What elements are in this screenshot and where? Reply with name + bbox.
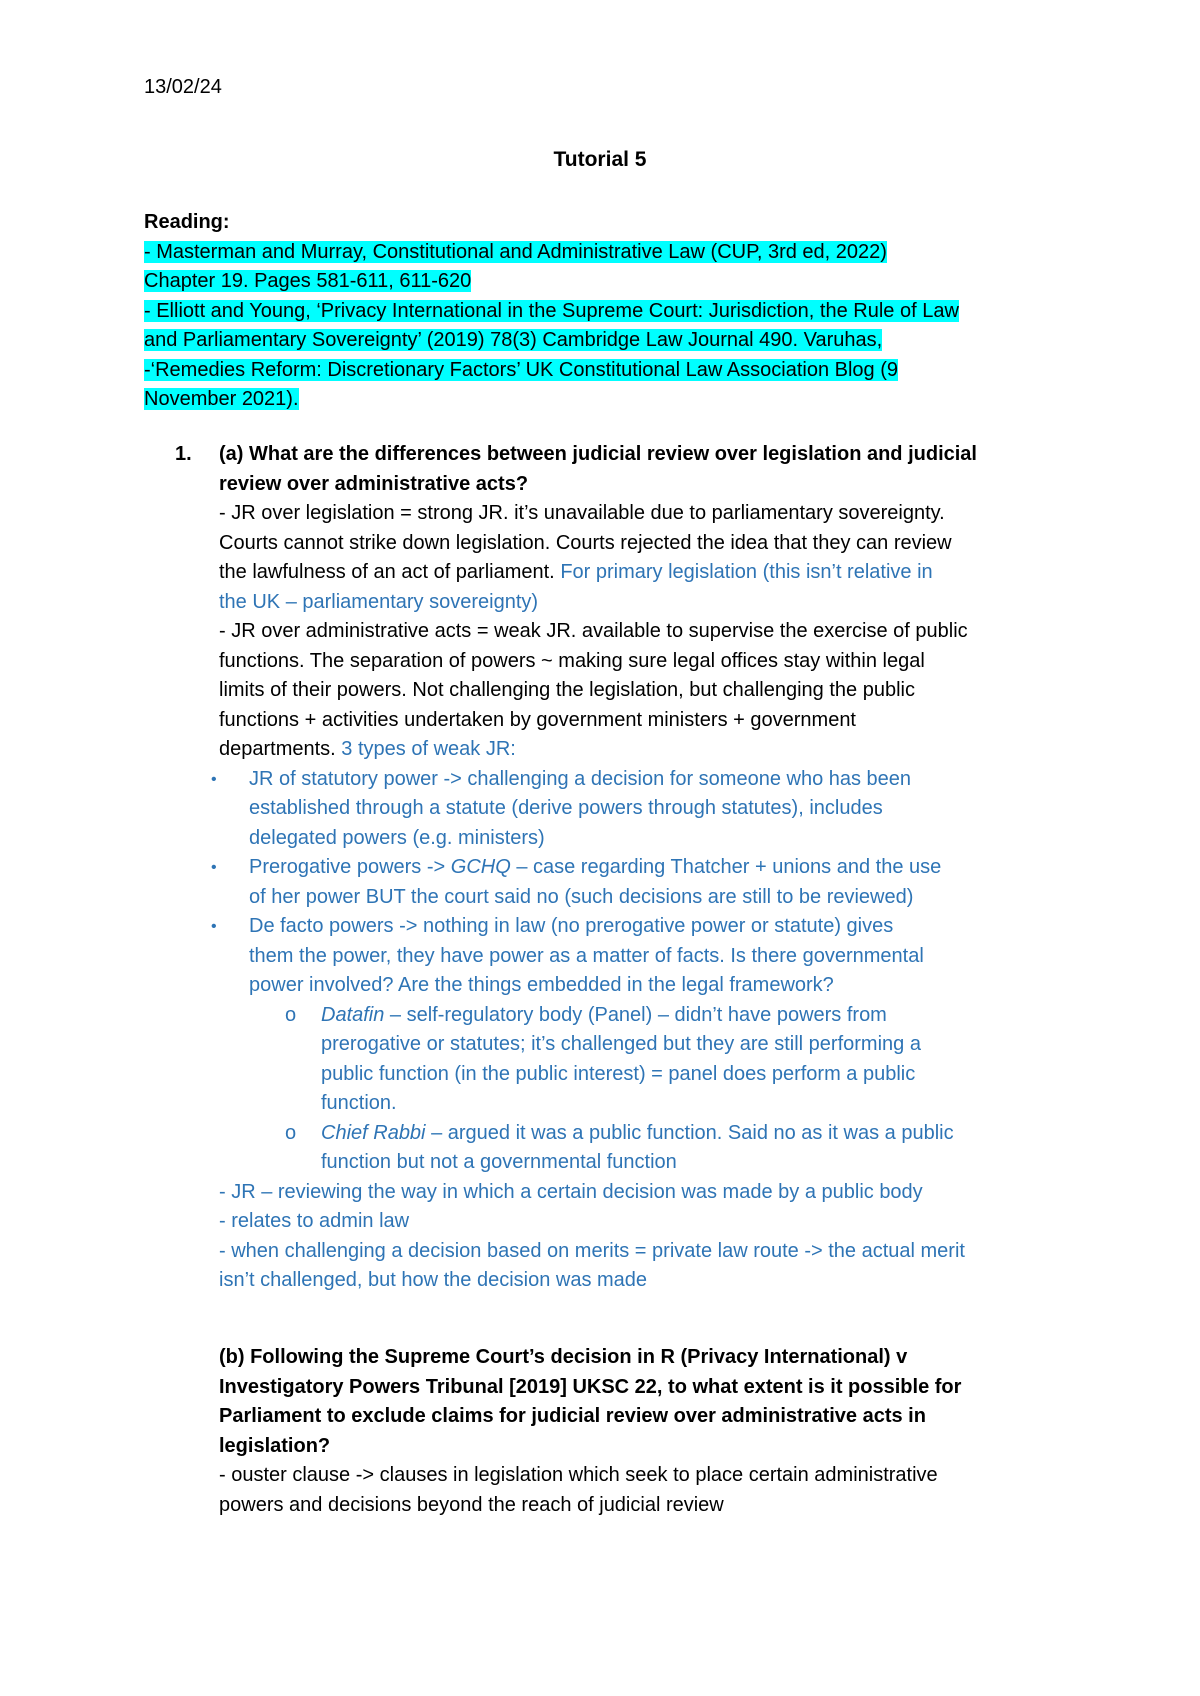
reading-line: Chapter 19. Pages 581-611, 611-620: [144, 270, 472, 292]
text-line: power involved? Are the things embedded in the legal framework?: [249, 974, 834, 996]
case-name: Datafin: [321, 1003, 385, 1026]
text-line: them the power, they have power as a matter of facts. Is there governmental: [249, 944, 924, 967]
paragraph-weak-jr: [219, 617, 1067, 765]
question-1b-heading: [219, 1343, 1069, 1461]
note-text: 3 types of weak JR:: [341, 738, 516, 760]
note-text: the UK – parliamentary sovereignty): [219, 590, 539, 613]
reading-line: - Elliott and Young, ‘Privacy International in the Supreme Court: Jurisdiction, the Rule of Law: [144, 299, 959, 322]
text-line: prerogative or statutes; it’s challenged but they are still performing a: [321, 1033, 921, 1055]
heading-line: (b) Following the Supreme Court’s decision in R (Privacy International) v: [219, 1346, 908, 1368]
case-name: GCHQ: [450, 856, 511, 878]
text-line: Courts cannot strike down legislation. Courts rejected the idea that they can review: [219, 531, 952, 554]
heading-line: review over administrative acts?: [219, 472, 529, 495]
bullet-icon: •: [211, 859, 217, 876]
question-1-body: [219, 440, 1067, 765]
text-line: established through a statute (derive powers through statutes), includes: [249, 797, 883, 819]
note-text: - JR – reviewing the way in which a certain decision was made by a public body: [219, 1180, 923, 1203]
note-text: For primary legislation (this isn’t relative in: [560, 561, 933, 583]
paragraph-ouster-clause: [219, 1461, 1069, 1520]
text-line: delegated powers (e.g. ministers): [249, 826, 545, 849]
heading-line: legislation?: [219, 1434, 331, 1457]
bullet-item: [177, 765, 1067, 854]
bullet-icon: •: [211, 918, 217, 935]
text-line: departments.: [219, 738, 342, 760]
text-line: - ouster clause -> clauses in legislation which seek to place certain administrative: [219, 1464, 938, 1486]
reading-line: -‘Remedies Reform: Discretionary Factors’ UK Constitutional Law Association Blog (9: [144, 358, 898, 381]
note-text: - when challenging a decision based on merits = private law route -> the actual merit: [219, 1239, 965, 1262]
text-line: JR of statutory power -> challenging a decision for someone who has been: [249, 767, 912, 790]
question-1b: [219, 1343, 1069, 1520]
text-line: powers and decisions beyond the reach of judicial review: [219, 1493, 724, 1516]
text-line: of her power BUT the court said no (such decisions are still to be reviewed): [249, 885, 914, 908]
sub-bullet-item: [177, 1001, 1067, 1119]
text-line: – self-regulatory body (Panel) – didn’t have powers from: [384, 1003, 887, 1026]
question-1a-heading: [219, 440, 1067, 499]
text-line: function but not a governmental function: [321, 1151, 677, 1173]
date: 13/02/24: [144, 76, 222, 98]
question-number: 1.: [175, 443, 192, 465]
note-text: isn’t challenged, but how the decision was made: [219, 1269, 648, 1291]
text-line: – argued it was a public function. Said no as it was a public: [425, 1121, 954, 1144]
reading-line: - Masterman and Murray, Constitutional and Administrative Law (CUP, 3rd ed, 2022): [144, 240, 887, 263]
text-line: functions + activities undertaken by government ministers + government: [219, 708, 856, 731]
text-line: function.: [321, 1092, 397, 1114]
text-line: - JR over administrative acts = weak JR. available to supervise the exercise of public: [219, 620, 968, 642]
bullet-item: [177, 912, 1067, 1001]
reading-line: November 2021).: [144, 388, 299, 410]
heading-line: Investigatory Powers Tribunal [2019] UKSC 22, to what extent is it possible for: [219, 1375, 962, 1398]
note-text: - relates to admin law: [219, 1210, 410, 1232]
paragraph-strong-jr: [219, 499, 1067, 617]
bullet-item: [177, 853, 1067, 912]
text-line: - JR over legislation = strong JR. it’s unavailable due to parliamentary sovereignty.: [219, 502, 945, 524]
circle-bullet-icon: o: [285, 1121, 297, 1144]
heading-line: (a) What are the differences between judicial review over legislation and judicial: [219, 443, 977, 465]
text-line: – case regarding Thatcher + unions and the use: [510, 856, 942, 878]
bullet-icon: •: [211, 770, 217, 788]
case-name: Chief Rabbi: [321, 1121, 426, 1144]
document-title: Tutorial 5: [553, 148, 647, 171]
sub-bullet-item: [177, 1119, 1067, 1178]
reading-section: [144, 208, 1064, 415]
text-line: public function (in the public interest) = panel does perform a public: [321, 1062, 916, 1085]
text-line: limits of their powers. Not challenging the legislation, but challenging the public: [219, 679, 915, 701]
heading-line: Parliament to exclude claims for judicial review over administrative acts in: [219, 1405, 926, 1427]
text-line: the lawfulness of an act of parliament.: [219, 561, 561, 583]
text-line: De facto powers -> nothing in law (no prerogative power or statute) gives: [249, 915, 894, 937]
text-line: functions. The separation of powers ~ making sure legal offices stay within legal: [219, 649, 925, 672]
reading-line: and Parliamentary Sovereignty’ (2019) 78(3) Cambridge Law Journal 490. Varuhas,: [144, 329, 883, 351]
text-line: Prerogative powers ->: [249, 856, 451, 878]
reading-label: Reading:: [144, 211, 230, 233]
question-1: [177, 440, 1067, 1296]
notes-block: [219, 1178, 1067, 1296]
circle-bullet-icon: o: [285, 1003, 297, 1026]
